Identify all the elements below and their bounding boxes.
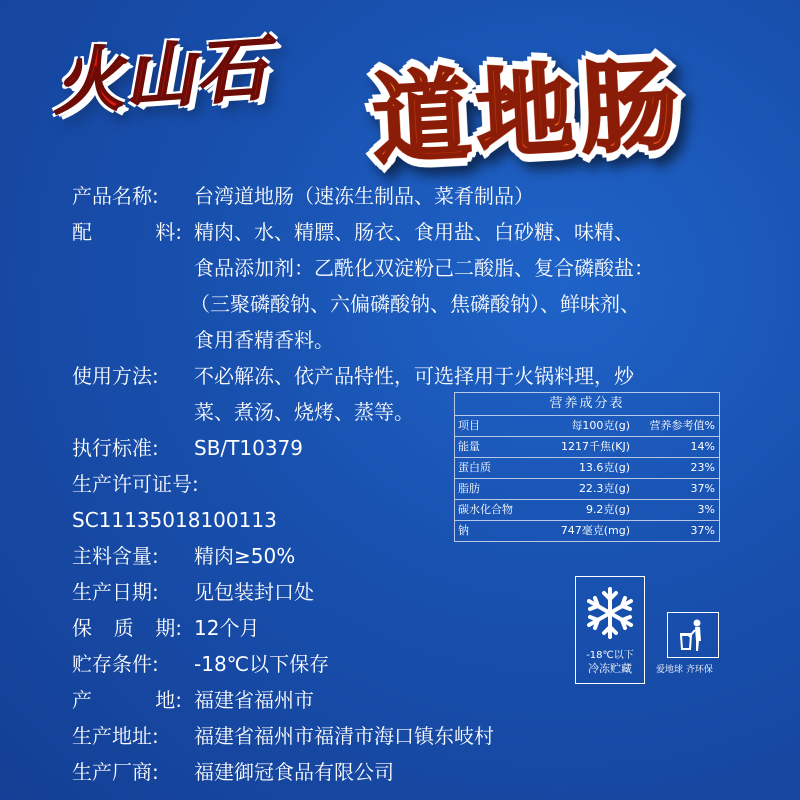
recycle-text: 爱地球 齐环保 <box>656 665 713 675</box>
info-label: 生产厂商: <box>72 760 159 784</box>
nutrient-nrv: 23% <box>690 461 715 474</box>
info-value: 精肉≥50% <box>194 544 296 568</box>
info-value: 福建省福州市 <box>194 688 314 712</box>
info-value: 见包装封口处 <box>194 580 314 604</box>
info-label: 执行标准: <box>72 436 159 460</box>
nutrient-name: 蛋白质 <box>458 461 491 474</box>
info-value: 福建御冠食品有限公司 <box>194 760 394 784</box>
product-name: 道地肠 <box>369 26 688 183</box>
license-number: SC11135018100113 <box>72 508 277 532</box>
info-value: 菜、煮汤、烧烤、蒸等。 <box>194 400 414 424</box>
recycle-badge <box>667 612 719 658</box>
info-label: 产品名称: <box>72 184 159 208</box>
nutrient-amount: 1217千焦(KJ) <box>560 440 630 453</box>
nutrient-amount: 22.3克(g) <box>578 482 630 495</box>
nutrient-name: 脂肪 <box>458 482 480 495</box>
info-label: 贮存条件: <box>72 652 159 676</box>
table-row <box>455 458 719 479</box>
nutrition-header <box>455 416 719 437</box>
trash-bin-icon <box>675 617 711 653</box>
info-value: 福建省福州市福清市海口镇东岐村 <box>194 724 494 748</box>
nutrition-title: 营养成分表 <box>455 393 719 416</box>
info-value: 食品添加剂：乙酰化双淀粉己二酸脂、复合磷酸盐： <box>194 256 654 280</box>
nutrient-amount: 9.2克(g) <box>585 503 630 516</box>
frozen-label: 冷冻贮藏 <box>588 662 632 675</box>
info-value: -18℃以下保存 <box>194 652 330 676</box>
brand-banner <box>0 0 800 180</box>
nutrient-nrv: 3% <box>697 503 715 516</box>
info-value: 食用香精香料。 <box>194 328 334 352</box>
nutrient-amount: 747毫克(mg) <box>560 524 630 537</box>
nutrient-name: 能量 <box>458 440 480 453</box>
nutrient-name: 钠 <box>458 524 469 537</box>
nutrient-nrv: 14% <box>690 440 715 453</box>
nutrient-nrv: 37% <box>690 524 715 537</box>
snowflake-icon <box>582 585 638 641</box>
table-row <box>455 500 719 521</box>
table-row <box>455 479 719 500</box>
info-value: 台湾道地肠（速冻生制品、菜肴制品） <box>194 184 534 208</box>
info-label: 主料含量: <box>72 544 159 568</box>
header-item: 项目 <box>458 419 480 432</box>
frozen-temp: -18℃以下 <box>586 650 634 661</box>
header-nrv: 营养参考值% <box>649 419 715 432</box>
info-value: SB/T10379 <box>194 436 303 460</box>
nutrient-amount: 13.6克(g) <box>578 461 630 474</box>
info-value: 12个月 <box>194 616 260 640</box>
table-row <box>455 521 719 541</box>
info-label: 生产日期: <box>72 580 159 604</box>
info-label: 使用方法: <box>72 364 159 388</box>
info-label: 配 料: <box>72 220 182 244</box>
info-value: （三聚磷酸钠、六偏磷酸钠、焦磷酸钠）、鲜味剂、 <box>190 292 640 316</box>
nutrient-name: 碳水化合物 <box>458 503 513 516</box>
table-row <box>455 437 719 458</box>
info-value: 精肉、水、精膘、肠衣、食用盐、白砂糖、味精、 <box>194 220 634 244</box>
header-per100g: 每100克(g) <box>571 419 630 432</box>
nutrient-nrv: 37% <box>690 482 715 495</box>
info-label: 保 质 期: <box>72 616 182 640</box>
info-value: 不必解冻、依产品特性，可选择用于火锅料理，炒 <box>194 364 634 388</box>
info-label: 生产地址: <box>72 724 159 748</box>
brand-name: 火山石 <box>49 26 271 125</box>
info-label: 生产许可证号: <box>72 472 199 496</box>
frozen-storage-badge <box>575 576 645 684</box>
nutrition-table <box>454 392 720 542</box>
info-label: 产 地: <box>72 688 182 712</box>
